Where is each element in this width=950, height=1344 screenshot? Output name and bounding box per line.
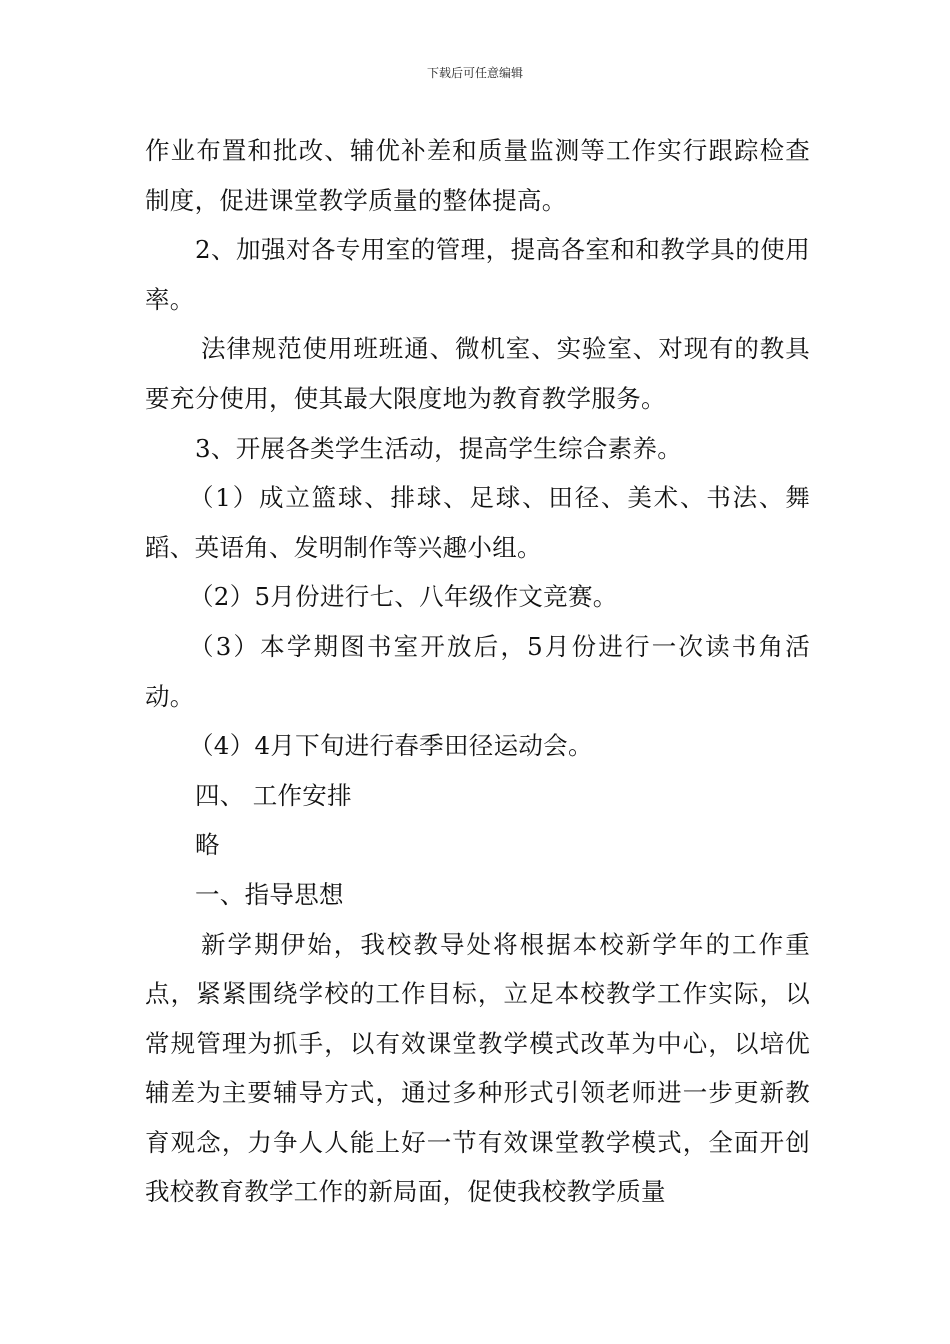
- paragraph-subitem-2: （2）5月份进行七、八年级作文竞赛。: [189, 582, 618, 612]
- document-body: [145, 126, 810, 1217]
- paragraph-omitted: 略: [195, 830, 220, 860]
- paragraph-guiding-ideology: 新学期伊始，我校教导处将根据本校新学年的工作重点，紧紧围绕学校的工作目标，立足本校教学工作实际，以常规管理为抓手，以有效课堂教学模式改革为中心，以培优辅差为主要辅导方式，通过多种形式引领老师进一步更新教育观念，力争人人能上好一节有效课堂教学模式，全面开创我校教育教学工作的新局面，促使我校教学质量: [145, 929, 810, 1207]
- paragraph-item-2: 2、加强对各专用室的管理，提高各室和和教学具的使用率。: [145, 235, 810, 314]
- section-heading-work-arrangement: 四、 工作安排: [195, 780, 352, 810]
- page-header: 下载后可任意编辑: [426, 66, 523, 80]
- paragraph-subitem-1: （1）成立篮球、排球、足球、田径、美术、书法、舞蹈、英语角、发明制作等兴趣小组。: [145, 483, 810, 562]
- section-heading-guiding-ideology: 一、指导思想: [195, 879, 344, 909]
- paragraph-subitem-4: （4）4月下旬进行春季田径运动会。: [189, 731, 593, 761]
- paragraph-continuation: 作业布置和批改、辅优补差和质量监测等工作实行跟踪检查制度，促进课堂教学质量的整体提高。: [145, 136, 810, 215]
- paragraph-subitem-3: （3）本学期图书室开放后，5月份进行一次读书角活动。: [145, 631, 810, 711]
- paragraph-item-3: 3、开展各类学生活动，提高学生综合素养。: [195, 433, 683, 463]
- paragraph-special-rooms: 法律规范使用班班通、微机室、实验室、对现有的教具要充分使用，使其最大限度地为教育教学服务。: [145, 334, 810, 413]
